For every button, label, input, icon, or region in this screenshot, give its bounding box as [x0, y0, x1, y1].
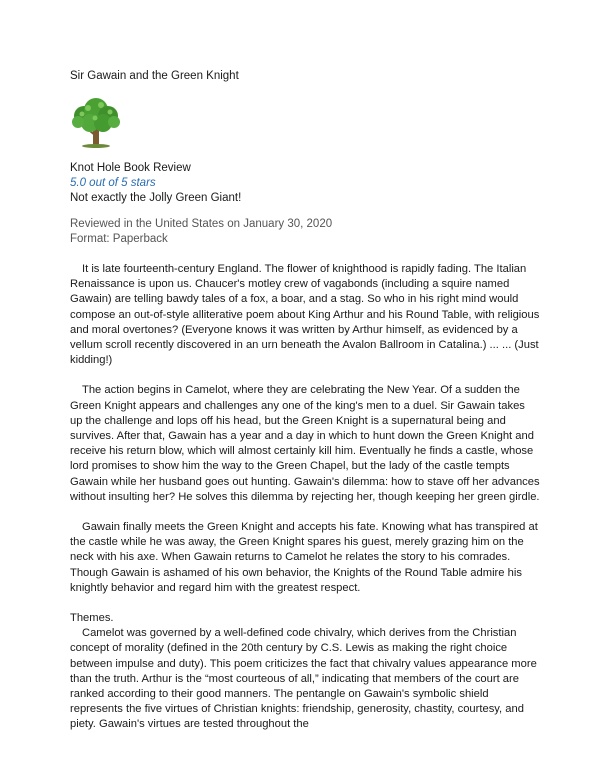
themes-paragraph: Camelot was governed by a well-defined code chivalry, which derives from the Christian concept of morality (defined in the 20th century by C.S. Lewis as making the right choice between impulse and duty). This poem criticizes the fact that chivalry values appearance more than the truth. Arthur is the “most courteous of all,” indicating that members of the court are ranked according to their good manners. The pentangle on Gawain's symbolic shield represents the five virtues of Christian knights: friendship, generosity, chastity, courtesy, and piety. Gawain's virtues are tested throughout the	[70, 627, 537, 731]
body-paragraph: It is late fourteenth-century England. The flower of knighthood is rapidly fading. The Italian Renaissance is upon us. Chaucer's motley crew of vagabonds (including a squire named Gawain) are telling bawdy tales of a fox, a boar, and a stag. So who in his right mind would compose an out-of-style alliterative poem about King Arthur and his Round Table, with religious and moral overtones? (Everyone knows it was written by Arthur himself, as evidenced by a vellum scroll recently discovered in an urn beneath the Avalon Ballroom in Catalina.) ... ... (Just kidding!)	[70, 263, 540, 367]
themes-heading: Themes.	[70, 612, 114, 625]
reviewer-name: Knot Hole Book Review	[70, 162, 191, 174]
book-title: Sir Gawain and the Green Knight	[70, 70, 239, 82]
review-date: Reviewed in the United States on January 30, 2020	[70, 218, 333, 230]
tree-icon	[68, 96, 124, 148]
body-paragraph: Gawain finally meets the Green Knight and accepts his fate. Knowing what has transpired at the castle while he was away, the Green Knight spares his guest, merely grazing him on the neck with his axe. When Gawain returns to Camelot he relates the story to his comrades. Though Gawain is ashamed of his own behavior, the Knights of the Round Table admire his knightly behavior and regard him with the greatest respect.	[70, 521, 538, 594]
star-rating: 5.0 out of 5 stars	[70, 177, 156, 189]
body-paragraph: The action begins in Camelot, where they are celebrating the New Year. Of a sudden the Green Knight appears and challenges any one of the king's men to a duel. Sir Gawain takes up the challenge and lops off his head, but the Green Knight is a supernatural being and survives. After that, Gawain has a year and a day in which to hunt down the Green Knight and receive his return blow, which will almost certainly kill him. Eventually he finds a castle, whose lord promises to show him the way to the Green Chapel, but the lady of the castle tempts Gawain while her husband goes out hunting. Gawain's dilemma: how to stave off her advances without insulting her? He solves this dilemma by rejecting her, though keeping her green girdle.	[70, 384, 540, 503]
review-body	[70, 262, 540, 733]
review-headline: Not exactly the Jolly Green Giant!	[70, 192, 242, 204]
review-meta	[70, 217, 332, 247]
review-format: Format: Paperback	[70, 233, 168, 245]
